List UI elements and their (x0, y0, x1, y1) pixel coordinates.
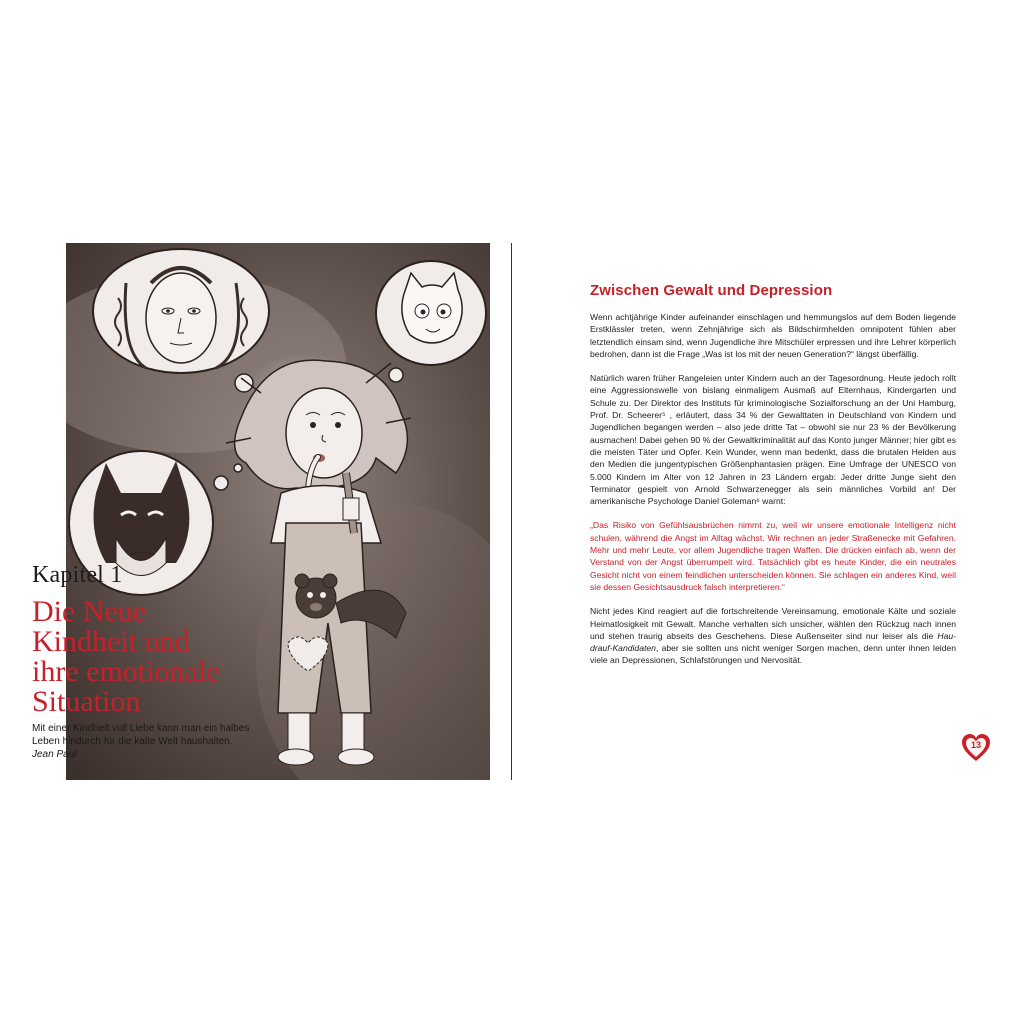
chapter-label: Kapitel 1 (32, 562, 123, 588)
paragraph-closing-head: Nicht jedes Kind reagiert auf die fortschreitende Vereinsamung, emotionale Kälte und soziale Heimatlosigkeit mit Gewalt. Manche verhalten sich unsicher, wählen den Rückzug nach innen und stehen traurig abseits des Geschehens. Diese Außenseiter sind nur leiser als die (590, 606, 956, 641)
chapter-title-line: Kindheit und (32, 625, 190, 658)
paragraph-closing (590, 605, 956, 666)
chapter-title (32, 597, 292, 717)
section-heading: Zwischen Gewalt und Depression (590, 282, 833, 299)
epigraph-line: Leben hindurch für die kalte Welt haushalten. (32, 736, 233, 747)
epigraph-author: Jean Paul (32, 749, 77, 760)
paragraph-statistics: Natürlich waren früher Rangeleien unter Kindern auch an der Tagesordnung. Heute jedoch rollt eine Aggressionswelle von bislang einmaligem Ausmaß auf Elternhaus, Kindergarten und Schule zu. Der Direktor des Instituts für kriminologische Sozialforschung an der Uni Hamburg, Prof. Dr. Scheerer⁵ , erläutert, dass 34 % der Gewalttaten in Deutschland von Kindern und Jugendlichen begangen werden – also jede dritte Tat – obwohl sie nur 23 % der Bevölkerung ausmachen! Dabei gehen 90 % der Gewaltkriminalität auf das Konto junger Männer; hier gibt es die meisten Täter und Opfer. Kein Wunder, wenn man bedenkt, dass die brutalen Helden aus den Medien die jungentypischen Größenphantasien prägen. Eine Umfrage der UNESCO von 5.000 Kindern im Alter von 12 Jahren in 23 Ländern ergab: Jeder dritte Junge sieht den Terminator gespielt von Arnold Schwarzenegger als sein männliches Vorbild an! Der amerikanische Psychologe Daniel Goleman⁶ warnt: (590, 373, 956, 507)
page-number-badge (960, 732, 992, 764)
paragraph-closing-tail: , aber sie sollten uns nicht weniger Sorgen machen, denn unter ihnen leiden viele an Depressionen, Schlafstörungen und Nervosität. (590, 643, 956, 666)
page-spine-divider (511, 243, 512, 780)
page-number: 13 (970, 740, 981, 750)
epigraph (32, 722, 262, 761)
chapter-title-line: Situation (32, 685, 141, 718)
article-body (590, 282, 956, 679)
paragraph-quote: „Das Risiko von Gefühlsausbrüchen nimmt zu, weil wir unsere emotionale Intelligenz nicht schulen, während die Angst im Alltag wächst. Wir rechnen an jeder Straßenecke mit Gefahren. Mehr und mehr Leute, vor allem Jugendliche tragen Waffen. Die drücken einfach ab, wenn der Verstand von der Angst überrumpelt wird. Tatsächlich gibt es heute Kinder, die ein neutrales Gesicht nicht von einem feindlichen unterscheiden können. Sie schlagen ein anderes Kind, weil sie dessen Gesichtsausdruck falsch interpretieren.“ (590, 520, 956, 592)
epigraph-line: Mit einer Kindheit voll Liebe kann man ein halbes (32, 723, 250, 734)
paragraph-intro: Wenn achtjährige Kinder aufeinander einschlagen und hemmungslos auf dem Boden liegende Erstklässler treten, wenn Zehnjährige sich als Bildschirmhelden omnipotent fühlen aber letztendlich einsam sind, wenn Jugendliche ihre Mitschüler erpressen und ihre Lehrer körperlich bedrohen, dann ist die Frage „Was ist los mit der neuen Generation?“ längst überfällig. (590, 312, 956, 359)
chapter-title-line: Die Neue (32, 595, 147, 628)
chapter-title-line: ihre emotionale (32, 655, 220, 688)
paragraph-closing-italic: Hau-drauf-Kandidaten (590, 630, 956, 654)
